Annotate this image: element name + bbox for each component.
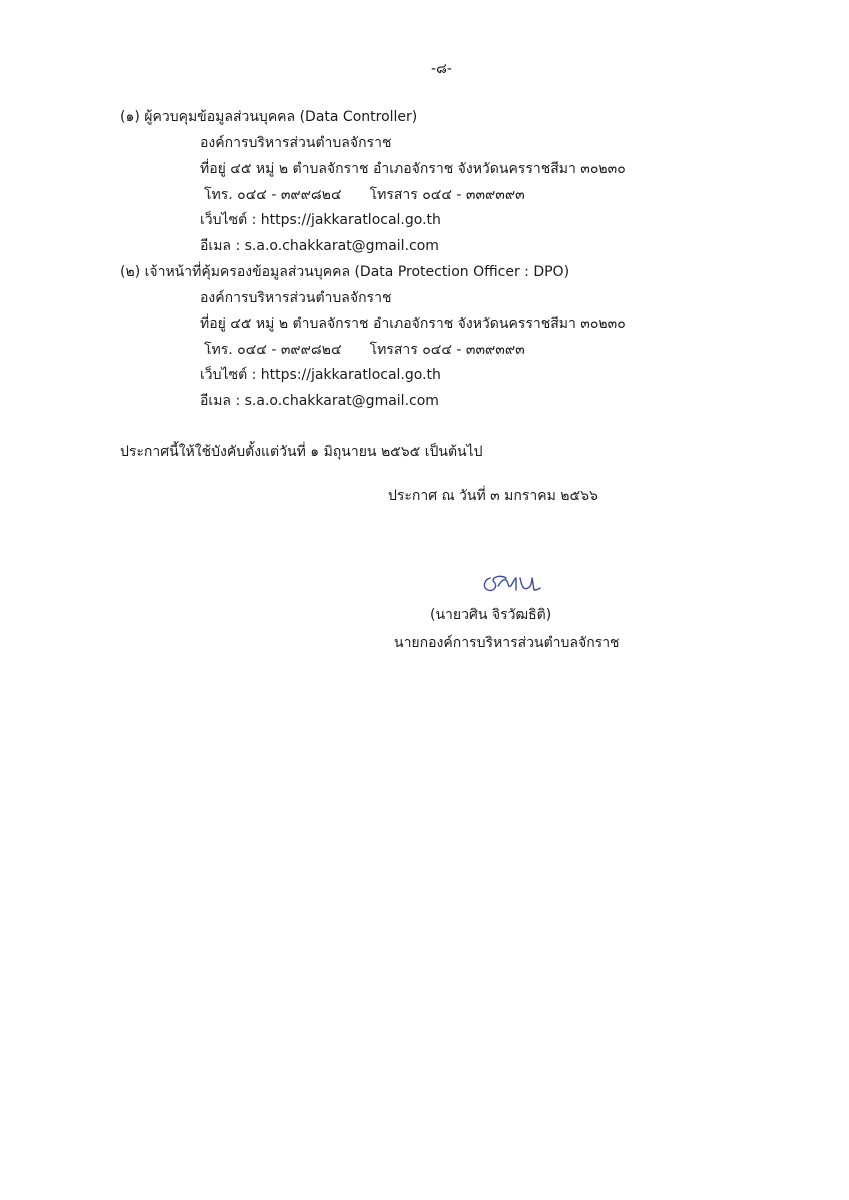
dpo-contact xyxy=(204,339,525,361)
data-controller-org: องค์การบริหารส่วนตำบลจักราช xyxy=(200,135,392,151)
dpo-email: อีเมล : s.a.o.chakkarat@gmail.com xyxy=(200,393,439,409)
page-number: -๘- xyxy=(431,61,452,77)
dpo-website: เว็บไซต์ : https://jakkaratlocal.go.th xyxy=(200,367,441,383)
signatory-name: (นายวศิน จิรวัฒธิติ) xyxy=(430,607,552,623)
effective-date-statement: ประกาศนี้ให้ใช้บังคับตั้งแต่วันที่ ๑ มิถุนายน ๒๕๖๕ เป็นต้นไป xyxy=(120,444,483,460)
data-controller-email: อีเมล : s.a.o.chakkarat@gmail.com xyxy=(200,238,439,254)
signatory-title: นายกองค์การบริหารส่วนตำบลจักราช xyxy=(394,635,620,651)
data-controller-heading: (๑) ผู้ควบคุมข้อมูลส่วนบุคคล (Data Controller) xyxy=(120,109,418,125)
dpo-org: องค์การบริหารส่วนตำบลจักราช xyxy=(200,290,392,306)
signature-image xyxy=(476,564,546,596)
data-controller-address: ที่อยู่ ๔๕ หมู่ ๒ ตำบลจักราช อำเภอจักราช จังหวัดนครราชสีมา ๓๐๒๓๐ xyxy=(200,161,626,177)
data-controller-fax: โทรสาร ๐๔๔ - ๓๓๙๓๙๓ xyxy=(369,187,525,203)
dpo-address: ที่อยู่ ๔๕ หมู่ ๒ ตำบลจักราช อำเภอจักราช จังหวัดนครราชสีมา ๓๐๒๓๐ xyxy=(200,316,626,332)
data-controller-website: เว็บไซต์ : https://jakkaratlocal.go.th xyxy=(200,212,441,228)
dpo-phone: โทร. ๐๔๔ - ๓๙๙๘๒๔ xyxy=(204,342,342,358)
announcement-date: ประกาศ ณ วันที่ ๓ มกราคม ๒๕๖๖ xyxy=(388,488,598,504)
dpo-heading: (๒) เจ้าหน้าที่คุ้มครองข้อมูลส่วนบุคคล (Data Protection Officer : DPO) xyxy=(120,264,570,280)
data-controller-contact xyxy=(204,184,525,206)
dpo-fax: โทรสาร ๐๔๔ - ๓๓๙๓๙๓ xyxy=(369,342,525,358)
data-controller-phone: โทร. ๐๔๔ - ๓๙๙๘๒๔ xyxy=(204,187,342,203)
